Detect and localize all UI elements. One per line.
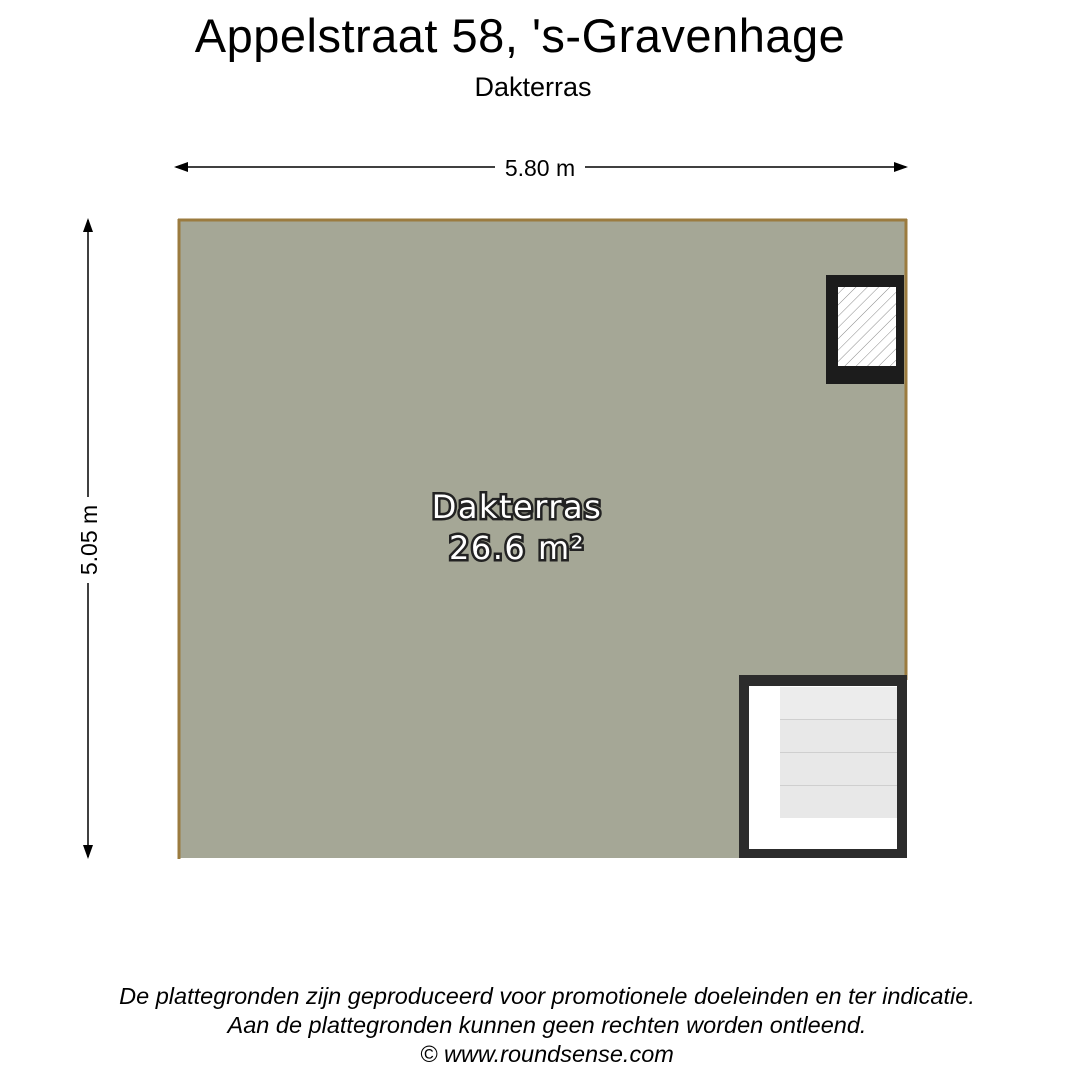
stair-step xyxy=(780,687,897,719)
height-dimension xyxy=(76,218,102,859)
chimney-shaft xyxy=(826,275,904,384)
arrow-down-icon xyxy=(83,845,93,859)
arrow-up-icon xyxy=(83,218,93,232)
arrow-left-icon xyxy=(174,162,188,172)
room-area: 26.6 m² xyxy=(449,529,585,567)
stair-step xyxy=(780,786,897,818)
stair-step xyxy=(780,720,897,752)
room-name: Dakterras xyxy=(431,488,603,526)
disclaimer-line-1: De plattegronden zijn geproduceerd voor promotionele doeleinden en ter indicatie. xyxy=(119,983,975,1009)
plan-title: Appelstraat 58, 's-Gravenhage xyxy=(194,9,846,62)
stair-step xyxy=(780,753,897,785)
arrow-right-icon xyxy=(894,162,908,172)
disclaimer-line-2: Aan de plattegronden kunnen geen rechten worden ontleend. xyxy=(227,1012,867,1038)
hatch-icon xyxy=(838,287,896,366)
width-dimension xyxy=(174,155,908,181)
copyright-link[interactable]: © www.roundsense.com xyxy=(420,1041,674,1067)
staircase xyxy=(739,675,907,858)
plan-subtitle: Dakterras xyxy=(474,72,592,102)
width-label: 5.80 m xyxy=(504,155,576,181)
height-label: 5.05 m xyxy=(76,504,102,576)
